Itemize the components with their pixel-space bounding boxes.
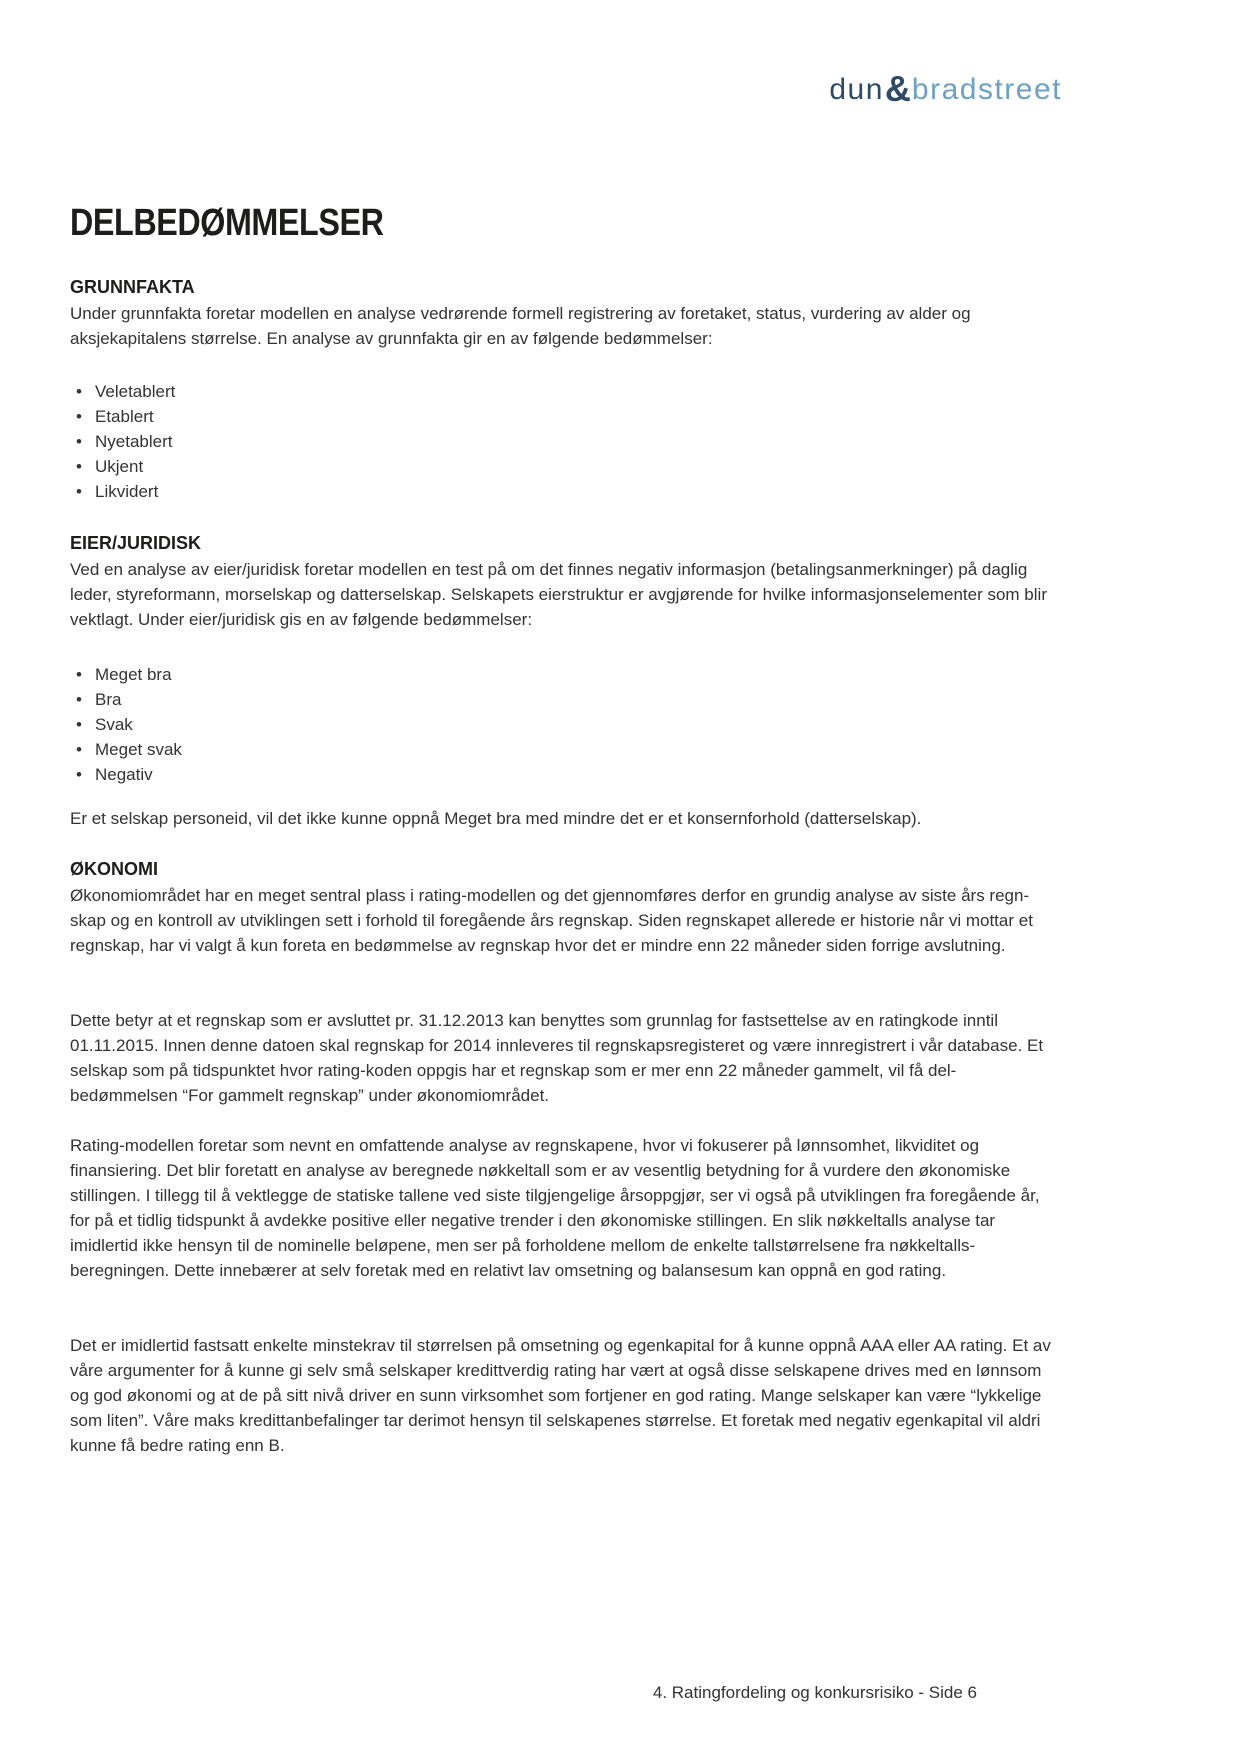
paragraph-okonomi-1: Økonomiområdet har en meget sentral plass i rating-modellen og det gjennomføres derfor en grundig analyse av siste års regn- skap og en kontroll av utviklingen sett i forhold til foregående års regnskap. Siden regnskapet allerede er historie når vi mottar et regnskap, har vi valgt å kun foreta en bedømmelse av regnskap hvor det er mindre enn 22 måneder siden forrige avslutning. — [70, 886, 1033, 955]
page-title: DELBEDØMMELSER — [70, 202, 384, 244]
dun-bradstreet-logo — [829, 66, 1062, 108]
bullet-list-grunnfakta — [70, 379, 1052, 504]
bullet-item: • Svak — [70, 712, 1052, 737]
bullet-item: • Nyetablert — [70, 429, 1052, 454]
section-heading-okonomi: ØKONOMI — [70, 859, 158, 879]
paragraph-okonomi-4: Det er imidlertid fastsatt enkelte minstekrav til størrelsen på omsetning og egenkapital for å kunne oppnå AAA eller AA rating. Et av våre argumenter for å kunne gi selv små selskaper kredittverdig rating har vært at også disse selskapene drives med en lønnsom og god økonomi og at de på sitt nivå driver en sunn virksomhet som fortjener en god rating. Mange selskaper kan være “lykkelige som liten”. Våre maks kredittanbefalinger tar derimot hensyn til selskapenes størrelse. Et foretak med negativ egenkapital vil aldri kunne få bedre rating enn B. — [70, 1336, 1051, 1455]
paragraph-okonomi-2: Dette betyr at et regnskap som er avsluttet pr. 31.12.2013 kan benyttes som grunnlag for fastsettelse av en ratingkode inntil 01.11.2015. Innen denne datoen skal regnskap for 2014 innleveres til regnskapsregisteret og være innregistrert i vår database. Et selskap som på tidspunktet hvor rating-koden oppgis har et regnskap som er mer enn 22 måneder gammelt, vil få del- bedømmelsen “For gammelt regnskap” under økonomiområdet. — [70, 1011, 1044, 1105]
paragraph-grunnfakta: Under grunnfakta foretar modellen en analyse vedrørende formell registrering av foretaket, status, vurdering av alder og aksjekapitalens størrelse. En analyse av grunnfakta gir en av følgende bedømmelser: — [70, 304, 971, 348]
logo-text-bradstreet: bradstreet — [911, 73, 1062, 106]
bullet-item: • Likvidert — [70, 479, 1052, 504]
logo-text-dun: dun — [829, 73, 884, 106]
section-heading-grunnfakta: GRUNNFAKTA — [70, 277, 195, 297]
paragraph-eier-juridisk: Ved en analyse av eier/juridisk foretar modellen en test på om det finnes negativ informasjon (betalingsanmerkninger) på daglig leder, styreformann, morselskap og datterselskap. Selskapets eierstruktur er avgjørende for hvilke informasjonselementer som blir vektlagt. Under eier/juridisk gis en av følgende bedømmelser: — [70, 560, 1047, 629]
bullet-item: • Veletablert — [70, 379, 1052, 404]
bullet-item: • Ukjent — [70, 454, 1052, 479]
bullet-item: • Etablert — [70, 404, 1052, 429]
bullet-item: • Bra — [70, 687, 1052, 712]
paragraph-personeid-note: Er et selskap personeid, vil det ikke kunne oppnå Meget bra med mindre det er et konsernforhold (datterselskap). — [70, 809, 922, 828]
bullet-item: • Meget bra — [70, 662, 1052, 687]
section-heading-eier-juridisk: EIER/JURIDISK — [70, 533, 202, 553]
bullet-list-eier-juridisk — [70, 662, 1052, 787]
page-footer: 4. Ratingfordeling og konkursrisiko - Side 6 — [652, 1683, 977, 1702]
logo-ampersand-icon: & — [884, 68, 911, 109]
bullet-item: • Negativ — [70, 762, 1052, 787]
paragraph-okonomi-3: Rating-modellen foretar som nevnt en omfattende analyse av regnskapene, hvor vi fokuserer på lønnsomhet, likviditet og finansiering. Det blir foretatt en analyse av beregnede nøkkeltall som er av vesentlig betydning for å vurdere den økonomiske stillingen. I tillegg til å vektlegge de statiske tallene ved siste tilgjengelige årsoppgjør, ser vi også på utviklingen fra foregående år, for på et tidlig tidspunkt å avdekke positive eller negative trender i den økonomiske stillingen. En slik nøkkeltalls analyse tar imidlertid ikke hensyn til de nominelle beløpene, men ser på forholdene mellom de enkelte tallstørrelsene fra nøkkeltalls- beregningen. Dette innebærer at selv foretak med en relativt lav omsetning og balansesum kan oppnå en god rating. — [70, 1136, 1040, 1280]
bullet-item: • Meget svak — [70, 737, 1052, 762]
